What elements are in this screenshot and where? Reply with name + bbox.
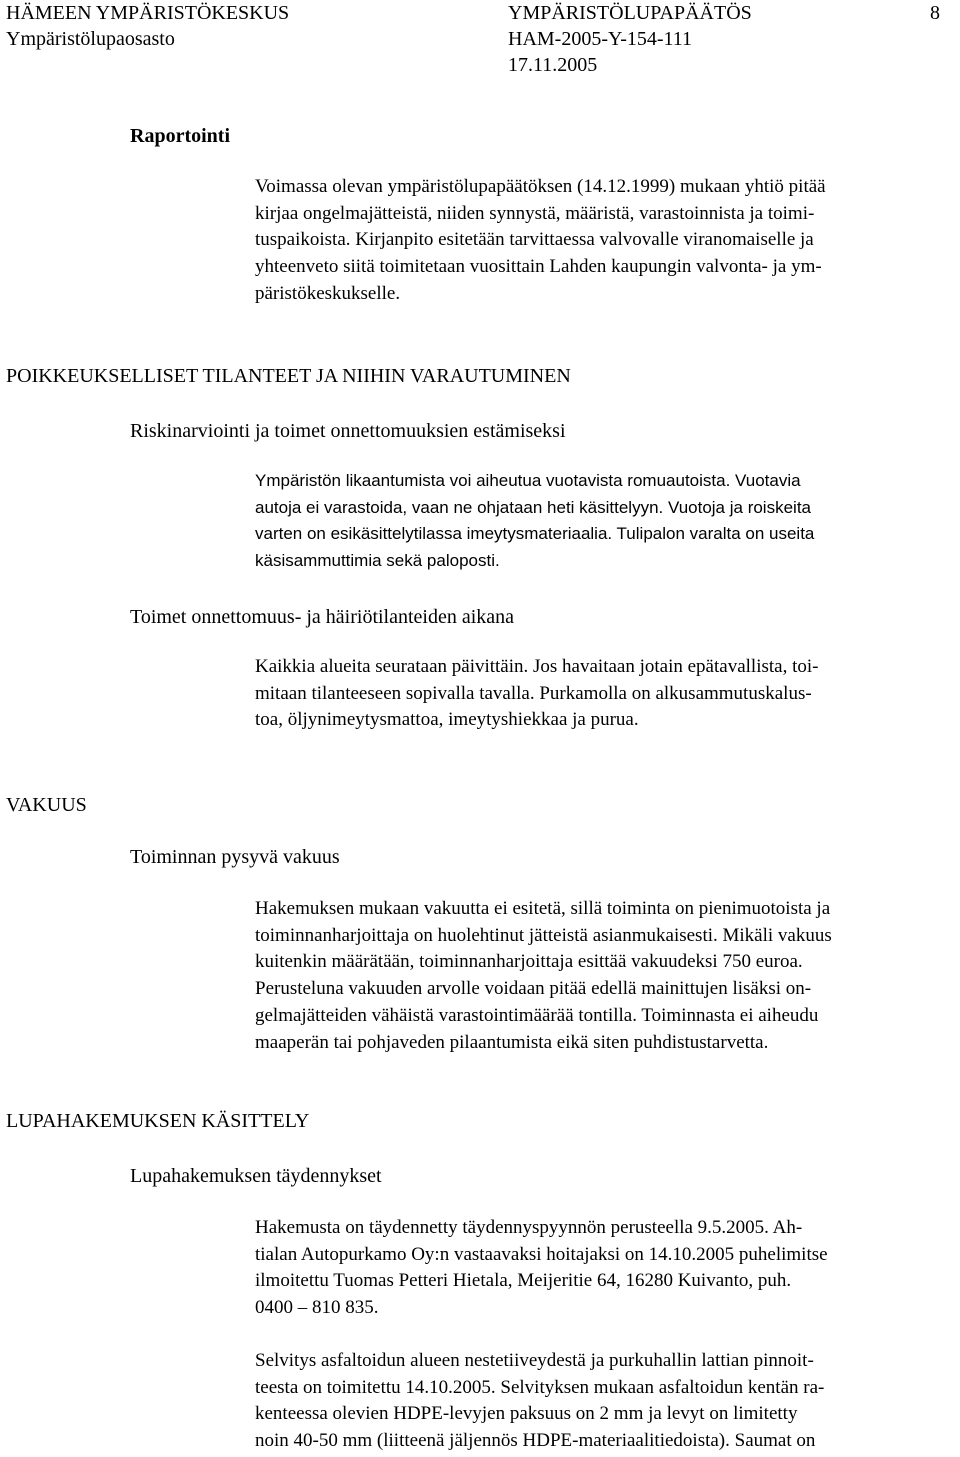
paragraph-line: tuspaikoista. Kirjanpito esitetään tarvittaessa valvovalle viranomaiselle ja	[255, 229, 814, 251]
document-type: YMPÄRISTÖLUPAPÄÄTÖS	[508, 2, 752, 24]
page-number: 8	[930, 2, 940, 24]
paragraph-line: Selvitys asfaltoidun alueen nestetiiveydestä ja purkuhallin lattian pinnoit-	[255, 1350, 814, 1371]
riskinarviointi-heading: Riskinarviointi ja toimet onnettomuuksien estämiseksi	[130, 420, 566, 442]
paragraph-line: Ympäristön likaantumista voi aiheutua vuotavista romuautoista. Vuotavia	[255, 471, 801, 490]
paragraph-line: Perusteluna vakuuden arvolle voidaan pitää edellä mainittujen lisäksi on-	[255, 978, 812, 1000]
riskinarviointi-paragraph	[255, 468, 955, 575]
pysyva-vakuus-paragraph	[255, 896, 955, 1056]
paragraph-line: varten on esikäsittelytilassa imeytysmateriaalia. Tulipalon varalta on useita	[255, 524, 815, 544]
paragraph-line: tialan Autopurkamo Oy:n vastaavaksi hoitajaksi on 14.10.2005 puhelimitse	[255, 1243, 828, 1265]
paragraph-line: 0400 – 810 835.	[255, 1297, 379, 1319]
toimet-heading: Toimet onnettomuus- ja häiriötilanteiden aikana	[130, 606, 515, 628]
paragraph-line: kirjaa ongelmajätteistä, niiden synnystä, määristä, varastoinnista ja toimi-	[255, 202, 815, 224]
pysyva-vakuus-heading: Toiminnan pysyvä vakuus	[130, 846, 340, 868]
paragraph-line: Voimassa olevan ympäristölupapäätöksen (14.12.1999) mukaan yhtiö pitää	[255, 176, 826, 197]
paragraph-line: Kaikkia alueita seurataan päivittäin. Jos havaitaan jotain epätavallista, toi-	[255, 656, 819, 677]
paragraph-line: kuitenkin määrätään, toiminnanharjoittaja esittää vakuudeksi 750 euroa.	[255, 951, 803, 973]
raportointi-heading: Raportointi	[130, 125, 230, 147]
paragraph-line: maaperän tai pohjaveden pilaantumista eikä siten puhdistustarvetta.	[255, 1031, 769, 1053]
paragraph-line: noin 40-50 mm (liitteenä jäljennös HDPE-materiaalitiedoista). Saumat on	[255, 1430, 816, 1452]
raportointi-paragraph	[255, 174, 955, 308]
paragraph-line: mitaan tilanteeseen sopivalla tavalla. Purkamolla on alkusammutuskalus-	[255, 682, 812, 704]
unit-name: Ympäristölupaosasto	[6, 28, 175, 50]
paragraph-line: toa, öljynimeytysmattoa, imeytyshiekkaa ja purua.	[255, 709, 639, 731]
paragraph-line: Hakemusta on täydennetty täydennyspyynnön perusteella 9.5.2005. Ah-	[255, 1217, 803, 1238]
paragraph-line: autoja ei varastoida, vaan ne ohjataan heti käsittelyyn. Vuotoja ja roiskeita	[255, 497, 811, 517]
paragraph-line: Hakemuksen mukaan vakuutta ei esitetä, sillä toiminta on pienimuotoista ja	[255, 898, 831, 919]
paragraph-line: ilmoitettu Tuomas Petteri Hietala, Meijeritie 64, 16280 Kuivanto, puh.	[255, 1270, 792, 1292]
paragraph-line: yhteenveto siitä toimitetaan vuosittain Lahden kaupungin valvonta- ja ym-	[255, 256, 822, 278]
taydennykset-paragraph-1	[255, 1215, 955, 1322]
organization-name: HÄMEEN YMPÄRISTÖKESKUS	[6, 2, 290, 24]
taydennykset-heading: Lupahakemuksen täydennykset	[130, 1165, 382, 1187]
poikkeukselliset-section-title: POIKKEUKSELLISET TILANTEET JA NIIHIN VARAUTUMINEN	[6, 365, 571, 387]
paragraph-line: gelmajätteiden vähäistä varastointimäärää tontilla. Toiminnasta ei aiheudu	[255, 1004, 819, 1026]
paragraph-line: teesta on toimitettu 14.10.2005. Selvityksen mukaan asfaltoidun kentän ra-	[255, 1376, 825, 1398]
document-id: HAM-2005-Y-154-111	[508, 28, 693, 50]
lupahakemus-section-title: LUPAHAKEMUKSEN KÄSITTELY	[6, 1110, 310, 1132]
paragraph-line: käsisammuttimia sekä paloposti.	[255, 551, 500, 571]
toimet-paragraph	[255, 654, 955, 734]
paragraph-line: päristökeskukselle.	[255, 282, 401, 304]
vakuus-section-title: VAKUUS	[6, 794, 87, 816]
paragraph-line: toiminnanharjoittaja on huolehtinut jätteistä asianmukaisesti. Mikäli vakuus	[255, 924, 832, 946]
document-date: 17.11.2005	[508, 54, 598, 76]
taydennykset-paragraph-2	[255, 1348, 955, 1455]
paragraph-line: kenteessa olevien HDPE-levyjen paksuus on 2 mm ja levyt on limitetty	[255, 1403, 798, 1425]
